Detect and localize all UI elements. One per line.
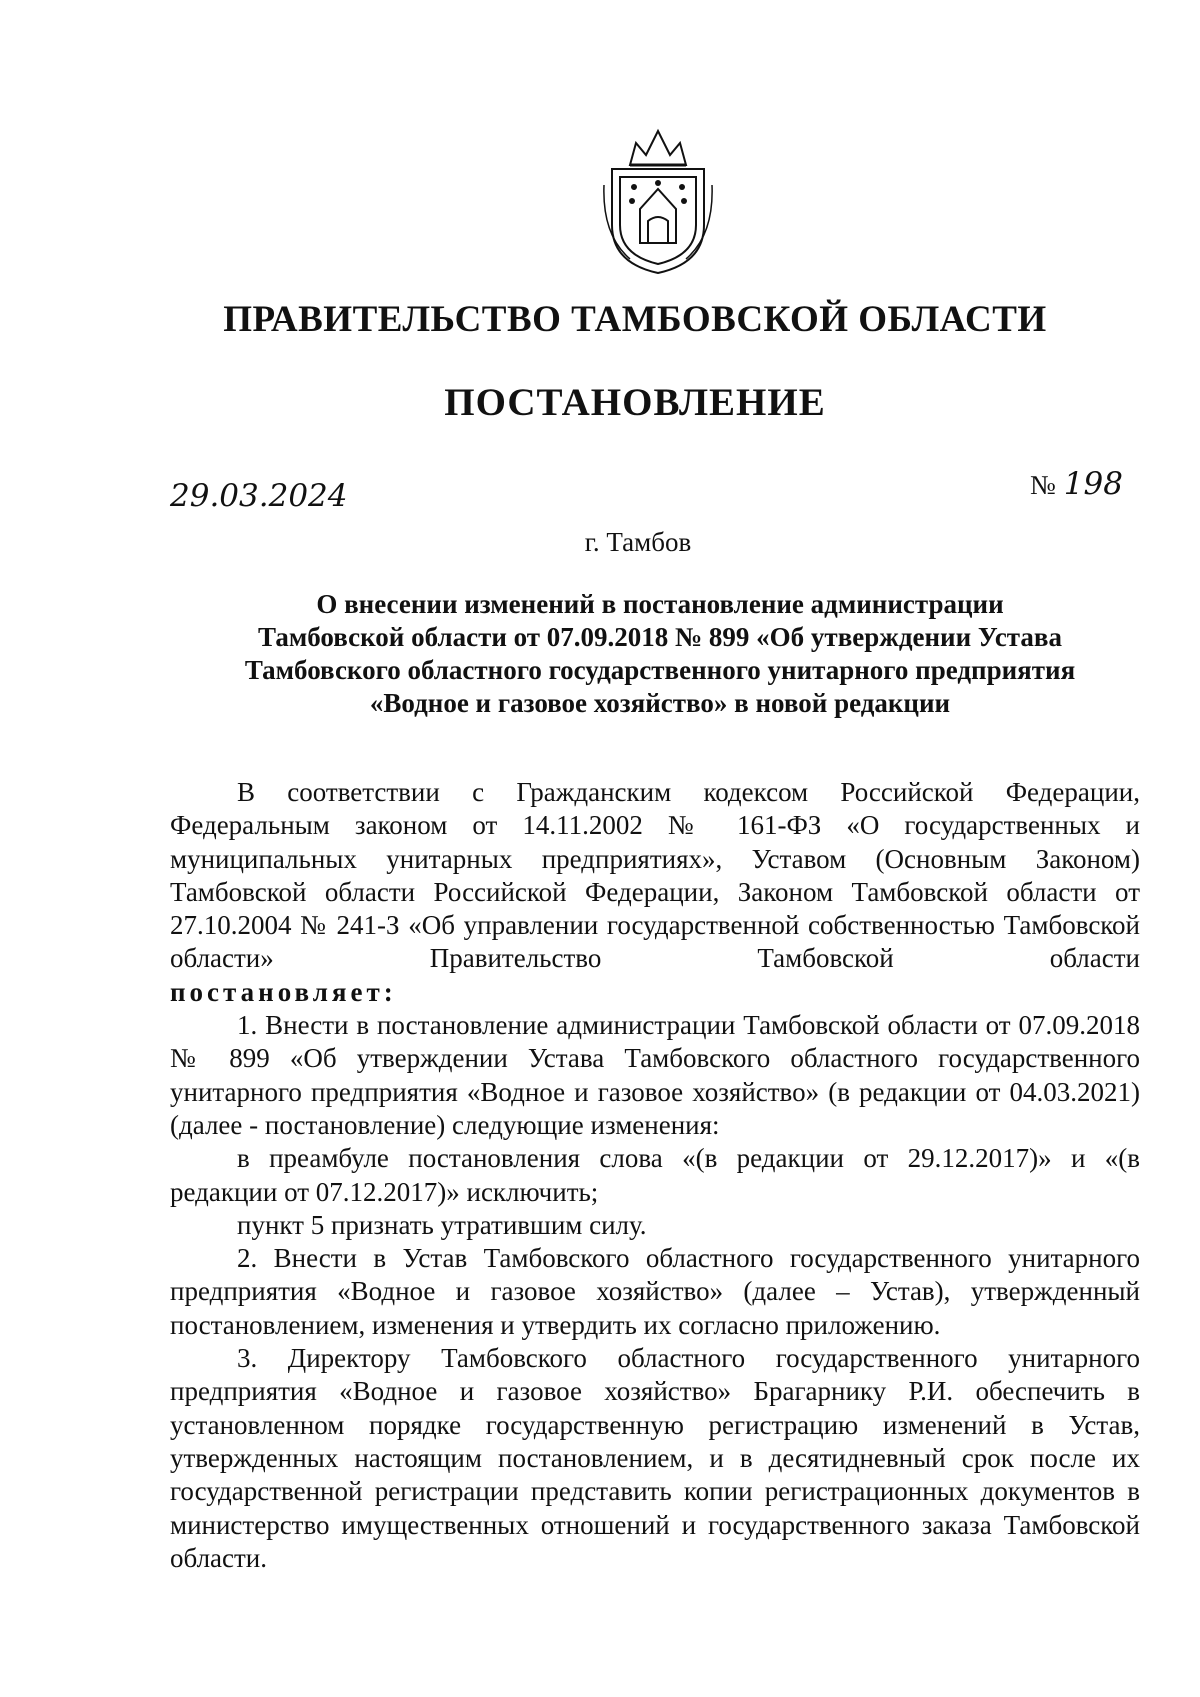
document-type-title: ПОСТАНОВЛЕНИЕ bbox=[444, 381, 826, 424]
decree-word: постановляет: bbox=[170, 976, 397, 1007]
document-heading bbox=[200, 588, 1120, 720]
heading-line: «Водное и газовое хозяйство» в новой редакции bbox=[369, 688, 951, 718]
document-number bbox=[1030, 464, 1123, 505]
item-1b-paragraph: пункт 5 признать утратившим силу. bbox=[237, 1209, 647, 1240]
document-body bbox=[170, 776, 1140, 1575]
coat-of-arms-emblem bbox=[600, 125, 716, 277]
item-1-paragraph: 1. Внести в постановление администрации Тамбовской области от 07.09.2018 № 899 «Об утверждении Устава Тамбовского областного государственного унитарного предприятия «Водное и газовое хозяйство» (в редакции от 04.03.2021) (далее - постановление) следующие изменения: bbox=[170, 1010, 1140, 1140]
heading-line: Тамбовского областного государственного унитарного предприятия bbox=[244, 655, 1076, 685]
city-name: г. Тамбов bbox=[584, 527, 692, 557]
document-number-value: 198 bbox=[1063, 466, 1123, 502]
heading-line: О внесении изменений в постановление администрации bbox=[316, 589, 1004, 619]
government-title: ПРАВИТЕЛЬСТВО ТАМБОВСКОЙ ОБЛАСТИ bbox=[223, 299, 1047, 340]
preamble-paragraph: В соответствии с Гражданским кодексом Российской Федерации, Федеральным законом от 14.11.2002 № 161-ФЗ «О государственных и муниципальных унитарных предприятиях», Уставом (Основным Законом) Тамбовской области Российской Федерации, Законом Тамбовской области от 27.10.2004 № 241-З «Об управлении государственной собственностью Тамбовской области» Правительство Тамбовской области bbox=[170, 777, 1140, 974]
document-date: 29.03.2024 bbox=[170, 478, 348, 514]
item-1a-paragraph: в преамбуле постановления слова «(в редакции от 29.12.2017)» и «(в редакции от 07.12.2017)» исключить; bbox=[170, 1143, 1140, 1207]
item-3-paragraph: 3. Директору Тамбовского областного государственного унитарного предприятия «Водное и газовое хозяйство» Брагарнику Р.И. обеспечить в установленном порядке государственную регистрацию изменений в Устав, утвержденных настоящим постановлением, и в десятидневный срок после их государственной регистрации представить копии регистрационных документов в министерство имущественных отношений и государственного заказа Тамбовской области. bbox=[170, 1343, 1140, 1573]
item-2-paragraph: 2. Внести в Устав Тамбовского областного государственного унитарного предприятия «Водное и газовое хозяйство» (далее – Устав), утвержденный постановлением, изменения и утвердить их согласно приложению. bbox=[170, 1243, 1140, 1340]
number-sign-label: № bbox=[1030, 470, 1056, 500]
heading-line: Тамбовской области от 07.09.2018 № 899 «Об утверждении Устава bbox=[258, 622, 1062, 652]
